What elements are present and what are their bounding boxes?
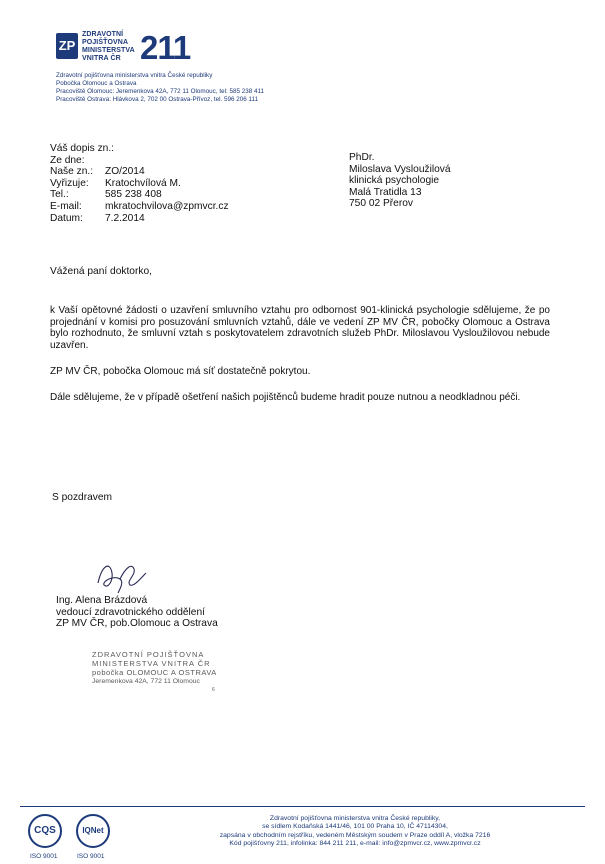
- recipient-line: klinická psychologie: [349, 175, 440, 187]
- meta-row: [50, 155, 229, 167]
- stamp-line: pobočka OLOMOUC A OSTRAVA: [92, 668, 217, 677]
- iqnet-certification-icon: IQNet: [76, 814, 110, 848]
- cqs-certification-icon: CQS: [28, 814, 62, 848]
- letterhead-address: [56, 72, 264, 104]
- brand-number: 211: [140, 29, 191, 66]
- meta-row: [50, 178, 229, 190]
- signer-title: vedoucí zdravotnického oddělení: [56, 606, 205, 618]
- meta-label: E-mail:: [50, 200, 82, 212]
- address-line: Pracoviště Olomouc: Jeremenkova 42A, 772 11 Olomouc, tel: 585 238 411: [56, 88, 265, 95]
- signature-mark: [90, 555, 150, 595]
- zp-logo-mark: ZP: [56, 33, 78, 59]
- signer-organization: ZP MV ČR, pob.Olomouc a Ostrava: [56, 618, 218, 630]
- stamp-number: 6: [211, 687, 215, 693]
- cert-label: ISO 9001: [77, 853, 105, 860]
- brand-line: MINISTERSTVA: [82, 47, 135, 54]
- meta-label: Datum:: [50, 212, 83, 224]
- meta-value: 7.2.2014: [105, 212, 145, 224]
- brand-name: [82, 31, 135, 63]
- footer-line: se sídlem Kodaňská 1441/46, 101 00 Praha 10, IČ 47114304,: [262, 823, 448, 831]
- address-line: Pracoviště Ostrava: Hlávkova 2, 702 00 Ostrava-Přívoz, tel. 596 206 111: [56, 96, 259, 103]
- footer-info: [150, 815, 560, 848]
- meta-label: Tel.:: [50, 189, 69, 201]
- stamp-line: ZDRAVOTNÍ POJIŠŤOVNA: [92, 650, 205, 659]
- recipient-line: PhDr.: [349, 152, 375, 163]
- signer-block: [56, 595, 218, 630]
- meta-label: Váš dopis zn.:: [50, 143, 114, 154]
- body-paragraph: k Vaší opětovné žádosti o uzavření smluvního vztahu pro odbornost 901-klinická psychologie sdělujeme, že po projednání v komisi pro posuzování smluvních vztahů, dále ve vedení ZP MV ČR, pobočky Olomouc a Ostrava bylo rozhodnuto, že smluvní vztah s poskytovatelem zdravotních služeb PhDr. Miloslavou Vysloužilovou nebude uzavřen.: [50, 305, 550, 351]
- meta-row: [50, 166, 229, 178]
- reference-block: [50, 143, 229, 224]
- meta-value: ZO/2014: [105, 166, 145, 178]
- footer-line: zapsána v obchodním rejstříku, vedeném Městským soudem v Praze oddíl A, vložka 7216: [219, 831, 491, 839]
- footer-line: Zdravotní pojišťovna ministerstva vnitra České republiky,: [269, 815, 441, 822]
- footer-line: Kód pojišťovny 211, infolinka: 844 211 211, e-mail: info@zpmvcr.cz, www.zpmvcr.cz: [229, 839, 481, 847]
- meta-value: Kratochvílová M.: [105, 177, 181, 189]
- salutation: Vážená paní doktorko,: [50, 266, 152, 277]
- brand-line: VNITRA ČR: [82, 55, 121, 62]
- signer-name: Ing. Alena Brázdová: [56, 595, 148, 606]
- body-paragraph: ZP MV ČR, pobočka Olomouc má síť dostatečně pokrytou.: [50, 366, 311, 377]
- stamp-line: Jeremenkova 42A, 772 11 Olomouc: [92, 678, 200, 685]
- meta-label: Vyřizuje:: [50, 177, 89, 189]
- footer-divider: [20, 806, 585, 807]
- address-line: Pobočka Olomouc a Ostrava: [56, 80, 137, 87]
- address-line: Zdravotní pojišťovna ministerstva vnitra České republiky: [56, 72, 213, 79]
- recipient-line: Miloslava Vysloužilová: [349, 163, 451, 175]
- meta-label: Naše zn.:: [50, 166, 94, 178]
- meta-label: Ze dne:: [50, 154, 85, 166]
- recipient-line: 750 02 Přerov: [349, 198, 413, 210]
- meta-row: [50, 213, 229, 225]
- recipient-line: Malá Tratidla 13: [349, 186, 422, 198]
- meta-row: [50, 201, 229, 213]
- brand-line: ZDRAVOTNÍ: [82, 31, 124, 38]
- stamp-line: MINISTERSTVA VNITRA ČR: [92, 659, 211, 668]
- office-stamp: [92, 650, 217, 695]
- meta-value: mkratochvilova@zpmvcr.cz: [105, 200, 229, 212]
- body-paragraph: Dále sdělujeme, že v případě ošetření našich pojištěnců budeme hradit pouze nutnou a neodkladnou péči.: [50, 392, 521, 403]
- closing: S pozdravem: [52, 492, 113, 503]
- cert-label: ISO 9001: [30, 853, 58, 860]
- recipient-address: [349, 152, 451, 210]
- meta-row: [50, 189, 229, 201]
- meta-value: 585 238 408: [105, 189, 162, 201]
- meta-row: [50, 143, 229, 155]
- brand-line: POJIŠŤOVNA: [82, 39, 129, 46]
